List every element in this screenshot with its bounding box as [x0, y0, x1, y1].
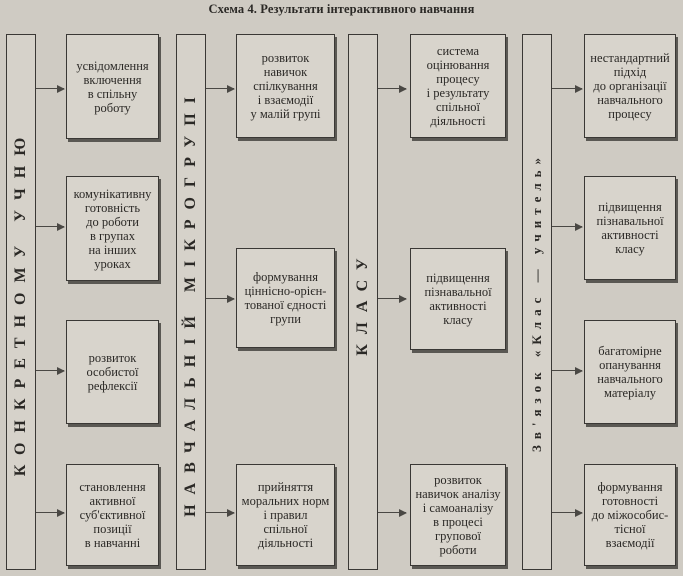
arrow-class-1 [378, 88, 406, 89]
column-student [6, 34, 36, 570]
column-class-teacher-label: Зв'язок «Клас — учитель» [529, 151, 544, 453]
column-class-teacher [522, 34, 552, 570]
box-communicative-readiness [66, 176, 159, 281]
column-class-label: КЛАСУ [354, 248, 371, 356]
box-class-activity-2-text: підвищення пізнавальної активності класу [596, 200, 664, 256]
box-class-activity-text: підвищення пізнавальної активності класу [424, 271, 492, 327]
box-analysis-skills [410, 464, 506, 566]
box-nonstandard-approach-text: нестандартний підхід до організації навчального процесу [590, 51, 670, 121]
column-microgroup [176, 34, 206, 570]
arrow-teacher-1 [552, 88, 582, 89]
diagram-title: Схема 4. Результати інтерактивного навчання [208, 2, 475, 16]
arrow-class-3 [378, 512, 406, 513]
column-student-label: КОНКРЕТНОМУ УЧНЮ [12, 127, 29, 477]
box-multidimensional-learning [584, 320, 676, 424]
box-nonstandard-approach [584, 34, 676, 138]
arrow-teacher-2 [552, 226, 582, 227]
box-moral-norms [236, 464, 335, 566]
arrow-student-2 [36, 226, 64, 227]
box-personal-reflection-text: розвиток особистої рефлексії [86, 351, 139, 393]
box-interpersonal-readiness [584, 464, 676, 566]
arrow-student-1 [36, 88, 64, 89]
box-multidimensional-learning-text: багатомірне опанування навчального матеріалу [597, 344, 663, 400]
box-active-position [66, 464, 159, 566]
arrow-student-4 [36, 512, 64, 513]
arrow-microgroup-3 [206, 512, 234, 513]
box-awareness-text: усвідомлення включення в спільну роботу [76, 58, 149, 115]
box-awareness [66, 34, 159, 139]
box-communication-skills-text: розвиток навичок спілкування і взаємодії у малій групі [250, 51, 321, 121]
arrow-microgroup-2 [206, 298, 234, 299]
box-value-unity [236, 248, 335, 348]
arrow-class-2 [378, 298, 406, 299]
box-interpersonal-readiness-text: формування готовності до міжособис- тісної взаємодії [591, 480, 669, 550]
arrow-microgroup-1 [206, 88, 234, 89]
arrow-student-3 [36, 370, 64, 371]
column-class [348, 34, 378, 570]
box-evaluation-system-text: система оцінювання процесу і результату спільної діяльності [426, 44, 490, 128]
box-personal-reflection [66, 320, 159, 424]
box-communicative-readiness-text: комунікативну готовність до роботи в групах на інших уроках [73, 186, 152, 271]
box-class-activity [410, 248, 506, 350]
arrow-teacher-3 [552, 370, 582, 371]
column-microgroup-label: НАВЧАЛЬНІЙ МІКРОГРУПІ [182, 87, 199, 517]
box-class-activity-2 [584, 176, 676, 280]
arrow-teacher-4 [552, 512, 582, 513]
box-analysis-skills-text: розвиток навичок аналізу і самоаналізу в процесі групової роботи [415, 473, 501, 557]
box-communication-skills [236, 34, 335, 138]
box-value-unity-text: формування ціннісно-орієн- тованої єдності групи [244, 270, 327, 326]
box-moral-norms-text: прийняття моральних норм і правил спільної діяльності [241, 480, 330, 550]
box-active-position-text: становлення активної суб'єктивної позиції в навчанні [79, 480, 146, 550]
box-evaluation-system [410, 34, 506, 138]
